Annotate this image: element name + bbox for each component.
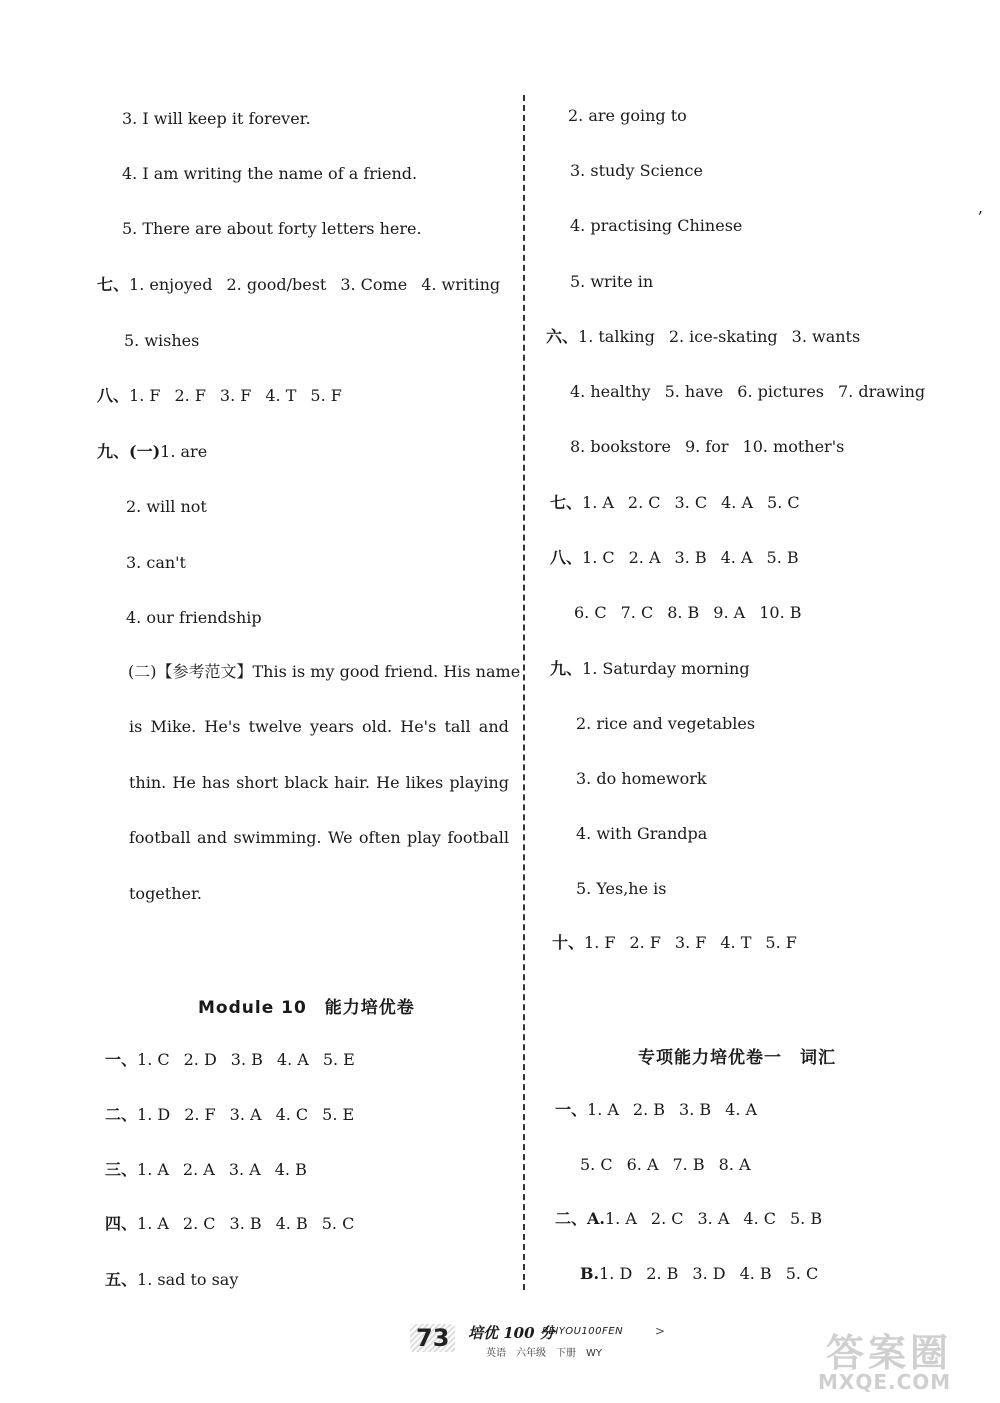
question-number: 八、	[550, 548, 583, 567]
answer: 1. A	[605, 1209, 637, 1228]
answer: 4. T	[720, 933, 752, 952]
essay-word: hair.	[334, 773, 371, 792]
answer: 2. A	[628, 548, 661, 567]
essay-word: football	[447, 828, 509, 847]
answer-line: 2. are going to	[568, 106, 687, 125]
answer: 1. C	[137, 1050, 170, 1069]
answer-line: 4. our friendship	[126, 608, 262, 627]
answer: 2. C	[182, 1214, 216, 1233]
essay-line	[129, 828, 509, 848]
answer-line: 3. do homework	[576, 769, 707, 788]
answer-row-q8	[550, 548, 799, 568]
answer: 4. healthy	[570, 382, 651, 401]
answer: 1. F	[584, 933, 616, 952]
answer-row	[555, 1209, 822, 1229]
answer: 9. A	[713, 603, 746, 622]
answer-row	[580, 1155, 751, 1175]
essay-word: He's	[204, 717, 241, 736]
answer: 2. F	[184, 1105, 216, 1124]
answer: 2. ice-skating	[668, 327, 778, 346]
answer: 6. C	[574, 603, 607, 622]
answer: 5. F	[765, 933, 797, 952]
answer: 5. E	[322, 1105, 355, 1124]
answer: 8. bookstore	[570, 437, 671, 456]
watermark	[812, 1322, 990, 1398]
answer-row	[105, 1214, 354, 1234]
answer: 4. A	[725, 1100, 758, 1119]
answer: 1. sad to say	[137, 1270, 239, 1289]
answer: 3. A	[229, 1105, 262, 1124]
answer-line: 4. with Grandpa	[576, 824, 708, 843]
essay-line	[129, 717, 509, 737]
answer: 3. B	[674, 548, 707, 567]
answer: 2. C	[627, 493, 661, 512]
answer: 4. B	[275, 1214, 308, 1233]
answer-row-q8	[97, 386, 342, 406]
essay-word: likes	[405, 773, 444, 792]
answer: 3. F	[219, 386, 252, 405]
question-number: 七、	[97, 275, 130, 294]
section-heading: 专项能力培优卷一 词汇	[638, 1048, 836, 1068]
answer: 3. wants	[791, 327, 861, 346]
answer-row	[574, 603, 802, 623]
question-number: 九、(一)	[97, 442, 161, 461]
answer-line: 2. rice and vegetables	[576, 714, 756, 733]
answer: 3. A	[228, 1160, 261, 1179]
answer: 1. A	[582, 493, 614, 512]
answer-row-q9	[97, 442, 207, 462]
answer-row	[580, 1264, 818, 1284]
stray-mark: ,	[978, 198, 984, 217]
answer: 2. B	[632, 1100, 666, 1119]
answer-row-q9	[550, 659, 750, 679]
answer-row-q6	[546, 327, 860, 347]
answer: 1. enjoyed	[129, 275, 213, 294]
page-number: 73	[410, 1324, 455, 1352]
essay-word: and	[478, 717, 509, 736]
answer-row	[105, 1160, 307, 1180]
brand-latin: PEIYOU100FEN	[542, 1326, 624, 1337]
answer: 10. B	[759, 603, 802, 622]
answer: 4. C	[743, 1209, 776, 1228]
watermark-url: MXQE.COM	[818, 1370, 952, 1394]
answer: 1. D	[137, 1105, 171, 1124]
answer: 2. B	[646, 1264, 679, 1283]
answer: 5. C	[785, 1264, 819, 1283]
answer: 2. good/best	[226, 275, 327, 294]
answer: 4. B	[739, 1264, 772, 1283]
answer-line: 5. Yes,he is	[576, 879, 667, 898]
column-divider	[523, 95, 525, 1290]
answer: 3. B	[229, 1214, 262, 1233]
answer: 3. B	[679, 1100, 712, 1119]
answer-line: 5. wishes	[124, 331, 200, 350]
answer-line: 5. There are about forty letters here.	[122, 219, 422, 238]
page-footer	[410, 1318, 670, 1362]
answer-row	[570, 382, 925, 402]
answer: 5. E	[322, 1050, 355, 1069]
essay-word: is	[129, 717, 143, 736]
answer: 4. B	[274, 1160, 307, 1179]
answer-row-q10	[552, 933, 797, 953]
essay-word: playing	[449, 773, 509, 792]
answer-line: 4. practising Chinese	[570, 216, 743, 235]
answer: 5. B	[790, 1209, 823, 1228]
answer: 8. B	[667, 603, 700, 622]
answer: 2. C	[650, 1209, 684, 1228]
answer-row	[555, 1100, 757, 1120]
section-heading: Module 10 能力培优卷	[198, 998, 415, 1018]
answer: 1. A	[137, 1214, 169, 1233]
answer: 5. B	[766, 548, 799, 567]
essay-line	[129, 773, 509, 793]
essay-word: play	[407, 828, 441, 847]
answer: 6. A	[626, 1155, 659, 1174]
essay-word: and	[197, 828, 228, 847]
answer: 7. drawing	[838, 382, 926, 401]
question-number: 六、	[546, 327, 579, 346]
answer: 2. F	[629, 933, 661, 952]
question-number: 二、	[105, 1105, 138, 1124]
answer: 1. are	[160, 442, 208, 461]
answer-line: 2. will not	[126, 497, 207, 516]
essay-word: short	[236, 773, 279, 792]
answer: 5. C	[321, 1214, 355, 1233]
answer-row-q7	[550, 493, 800, 513]
answer-line: 3. can't	[126, 553, 186, 572]
answer-row	[105, 1105, 354, 1125]
question-number: B.	[580, 1264, 600, 1283]
essay-word: He	[376, 773, 400, 792]
answer: 7. C	[620, 603, 654, 622]
essay-prefix: (二)【参考范文】	[128, 662, 253, 681]
answer: 1. A	[137, 1160, 169, 1179]
answer-row	[105, 1270, 238, 1290]
answer: 1. Saturday morning	[582, 659, 750, 678]
answer-line: 4. I am writing the name of a friend.	[122, 164, 418, 183]
answer: 1. talking	[578, 327, 655, 346]
answer: 4. A	[720, 548, 753, 567]
brand-name: 培优 100 分	[468, 1324, 555, 1342]
book-info: 英语 六年级 下册 WY	[486, 1348, 602, 1359]
question-number: 十、	[552, 933, 585, 952]
answer: 4. A	[276, 1050, 309, 1069]
question-number: 一、	[555, 1100, 588, 1119]
watermark-text: 答案圈	[826, 1331, 953, 1375]
answer: 1. D	[599, 1264, 633, 1283]
answer: 7. B	[672, 1155, 705, 1174]
essay-word: He's	[400, 717, 437, 736]
answer: 10. mother's	[742, 437, 845, 456]
question-number: 三、	[105, 1160, 138, 1179]
answer: 3. D	[692, 1264, 726, 1283]
essay-word: has	[201, 773, 230, 792]
answer: 4. A	[721, 493, 754, 512]
answer: 8. A	[718, 1155, 751, 1174]
answer: 3. F	[674, 933, 707, 952]
answer-line: 3. I will keep it forever.	[122, 109, 311, 128]
essay-word: swimming.	[233, 828, 322, 847]
essay-word: years	[309, 717, 354, 736]
essay-word: thin.	[129, 773, 167, 792]
question-number: 五、	[105, 1270, 138, 1289]
answer-row	[105, 1050, 355, 1070]
answer: 5. have	[664, 382, 724, 401]
answer: 2. D	[183, 1050, 217, 1069]
question-number: 九、	[550, 659, 583, 678]
answer: 5. F	[310, 386, 342, 405]
essay-text: This is my good friend. His name	[252, 662, 521, 681]
answer: 3. A	[697, 1209, 730, 1228]
question-number: 八、	[97, 386, 130, 405]
answer: 5. C	[580, 1155, 613, 1174]
essay-word: often	[358, 828, 401, 847]
chevron-right-icon: >	[655, 1324, 666, 1338]
answer: 1. C	[582, 548, 615, 567]
essay-word: black	[284, 773, 328, 792]
question-number: 二、A.	[555, 1209, 605, 1228]
answer-line: 5. write in	[570, 272, 654, 291]
answer: 1. A	[587, 1100, 619, 1119]
answer-row	[570, 437, 844, 457]
answer-line: 3. study Science	[570, 161, 703, 180]
answer: 2. F	[174, 386, 206, 405]
question-number: 七、	[550, 493, 583, 512]
answer: 3. B	[230, 1050, 263, 1069]
answer: 2. A	[182, 1160, 215, 1179]
answer: 4. writing	[421, 275, 501, 294]
essay-line	[128, 662, 520, 682]
answer: 4. T	[265, 386, 297, 405]
essay-line: together.	[129, 884, 202, 903]
answer-row-q7	[97, 275, 500, 295]
question-number: 四、	[105, 1214, 138, 1233]
answer: 3. C	[674, 493, 708, 512]
essay-word: We	[327, 828, 353, 847]
answer: 9. for	[684, 437, 729, 456]
question-number: 一、	[105, 1050, 138, 1069]
essay-word: twelve	[248, 717, 302, 736]
essay-word: football	[129, 828, 191, 847]
essay-word: tall	[444, 717, 471, 736]
answer: 3. Come	[340, 275, 408, 294]
essay-word: Mike.	[150, 717, 197, 736]
answer: 4. C	[275, 1105, 309, 1124]
essay-word: He	[172, 773, 196, 792]
essay-word: old.	[362, 717, 393, 736]
answer: 1. F	[129, 386, 161, 405]
answer: 6. pictures	[737, 382, 824, 401]
answer: 5. C	[767, 493, 800, 512]
